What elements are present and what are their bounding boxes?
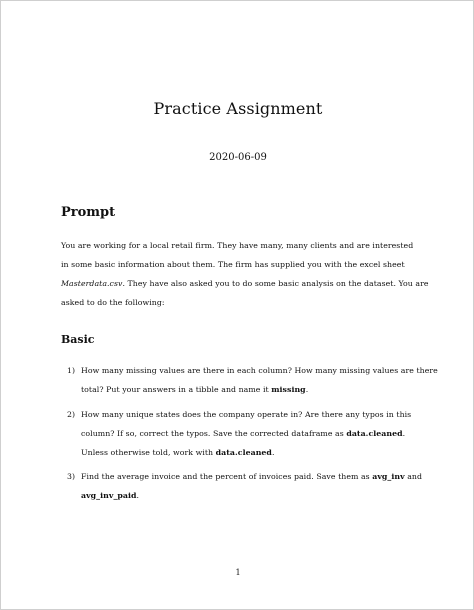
prompt-line-3 xyxy=(61,278,429,290)
item-1-line-2-end: . xyxy=(305,385,309,394)
item-1-line-2-text: total? Put your answers in a tibble and name it xyxy=(81,385,272,394)
item-1-line-1: How many missing values are there in each column? How many missing values are there xyxy=(81,366,438,375)
item-3-line-1 xyxy=(81,471,422,483)
item-3-bold-name-1: avg_inv xyxy=(372,472,405,481)
item-2-line-3-text: Unless otherwise told, work with xyxy=(81,448,216,457)
item-2-line-2 xyxy=(81,428,405,440)
section-heading-prompt: Prompt xyxy=(61,205,116,220)
item-number-1: 1) xyxy=(67,366,76,375)
prompt-line-3-text: . They have also asked you to do some basic analysis on the dataset. You are xyxy=(122,279,429,288)
item-3-line-2-end: . xyxy=(136,491,140,500)
page-number: 1 xyxy=(235,568,241,577)
prompt-line-4: asked to do the following: xyxy=(61,298,165,307)
item-2-line-3 xyxy=(81,447,274,459)
item-1-bold-name: missing xyxy=(271,385,306,394)
item-number-3: 3) xyxy=(67,472,76,481)
item-2-line-3-end: . xyxy=(271,448,275,457)
item-3-bold-name-2: avg_inv_paid xyxy=(81,491,137,500)
section-heading-basic: Basic xyxy=(61,333,95,346)
item-number-2: 2) xyxy=(67,410,76,419)
item-1-line-2 xyxy=(81,384,308,396)
filename-emphasis: Masterdata.csv xyxy=(61,279,123,288)
prompt-line-1: You are working for a local retail firm. They have many, many clients and are interested xyxy=(61,241,414,250)
prompt-line-2: in some basic information about them. The firm has supplied you with the excel sheet xyxy=(61,260,405,269)
item-3-line-1-text: Find the average invoice and the percent of invoices paid. Save them as xyxy=(81,472,373,481)
document-date: 2020-06-09 xyxy=(209,152,267,163)
item-2-bold-name: data.cleaned xyxy=(346,429,403,438)
item-2-bold-name-2: data.cleaned xyxy=(215,448,272,457)
item-2-line-1: How many unique states does the company operate in? Are there any typos in this xyxy=(81,410,412,419)
document-title: Practice Assignment xyxy=(153,99,323,118)
item-2-line-2-end: . xyxy=(402,429,406,438)
item-2-line-2-text: column? If so, correct the typos. Save the corrected dataframe as xyxy=(81,429,347,438)
item-3-line-2 xyxy=(81,490,139,502)
item-3-line-1-end: and xyxy=(404,472,423,481)
